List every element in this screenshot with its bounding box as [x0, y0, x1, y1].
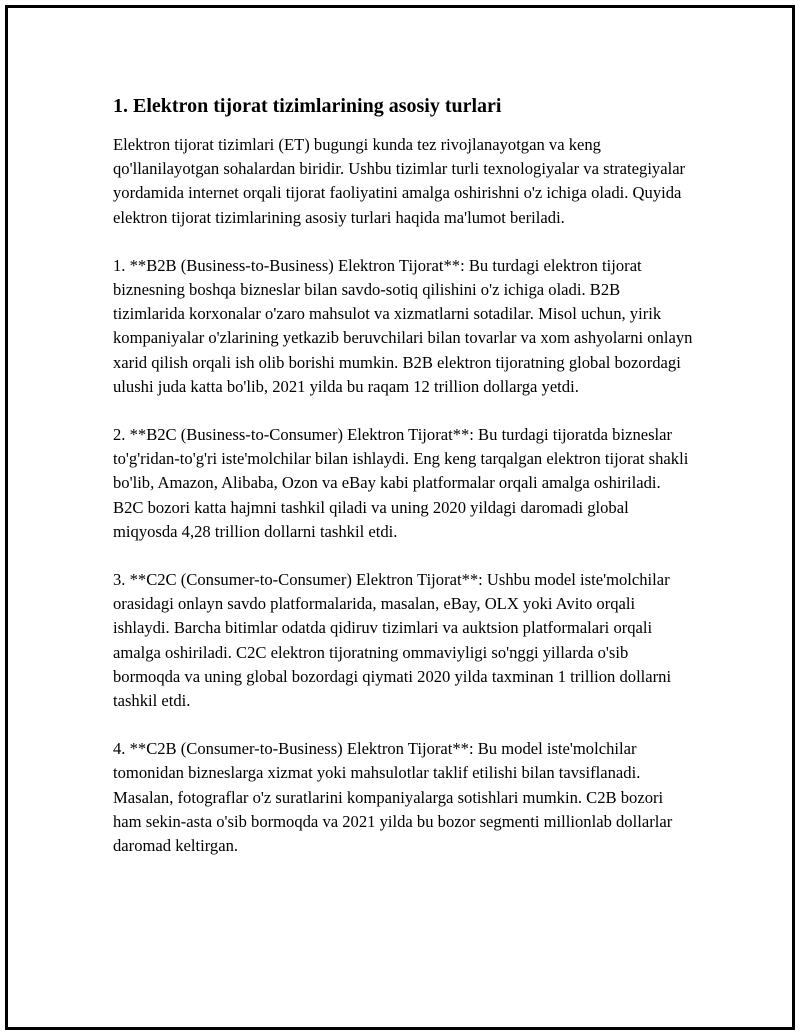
paragraph-c2b: 4. **C2B (Consumer-to-Business) Elektron Tijorat**: Bu model iste'molchilar tomonidan bizneslarga xizmat yoki mahsulotlar taklif etilishi bilan tavsiflanadi. Masalan, fotograflar o'z suratlarini kompaniyalarga sotishlari mumkin. C2B bozori ham sekin-asta o'sib bormoqda va 2021 yilda bu bozor segmenti millionlab dollarlar daromad keltirgan.: [113, 739, 673, 856]
document-body: [113, 93, 693, 882]
paragraph-c2c: 3. **C2C (Consumer-to-Consumer) Elektron Tijorat**: Ushbu model iste'molchilar orasidagi onlayn savdo platformalarida, masalan, eBay, OLX yoki Avito orqali ishlaydi. Barcha bitimlar odatda qidiruv tizimlari va auktsion platformalari orqali amalga oshiriladi. C2C elektron tijoratning ommaviyligi so'nggi yillarda o'sib bormoqda va uning global bozordagi qiymati 2020 yilda taxminan 1 trillion dollarni tashkil etdi.: [113, 570, 672, 711]
paragraph-b2b: 1. **B2B (Business-to-Business) Elektron Tijorat**: Bu turdagi elektron tijorat biznesning boshqa bizneslar bilan savdo-sotiq qilishini o'z ichiga oladi. B2B tizimlarida korxonalar o'zaro mahsulot va xizmatlarni sotadilar. Misol uchun, yirik kompaniyalar o'zlarining yetkazib beruvchilari bilan tovarlar va xom ashyolarni onlayn xarid qilish orqali ish olib borishi mumkin. B2B elektron tijoratning global bozordagi ulushi juda katta bo'lib, 2021 yilda bu raqam 12 trillion dollarga yetdi.: [113, 255, 693, 396]
intro-paragraph: Elektron tijorat tizimlari (ET) bugungi kunda tez rivojlanayotgan va keng qo'llanilayotgan sohalardan biridir. Ushbu tizimlar turli texnologiyalar va strategiyalar yordamida internet orqali tijorat faoliyatini amalga oshirishni o'z ichiga oladi. Quyida elektron tijorat tizimlarining asosiy turlari haqida ma'lumot beriladi.: [113, 135, 686, 227]
paragraph-b2c: 2. **B2C (Business-to-Consumer) Elektron Tijorat**: Bu turdagi tijoratda bizneslar to'g'ridan-to'g'ri iste'molchilar bilan ishlaydi. Eng keng tarqalgan elektron tijorat shakli bo'lib, Amazon, Alibaba, Ozon va eBay kabi platformalar orqali amalga oshiriladi. B2C bozori katta hajmni tashkil qiladi va uning 2020 yildagi daromadi global miqyosda 4,28 trillion dollarni tashkil etdi.: [113, 425, 689, 541]
document-title: 1. Elektron tijorat tizimlarining asosiy turlari: [113, 95, 502, 117]
